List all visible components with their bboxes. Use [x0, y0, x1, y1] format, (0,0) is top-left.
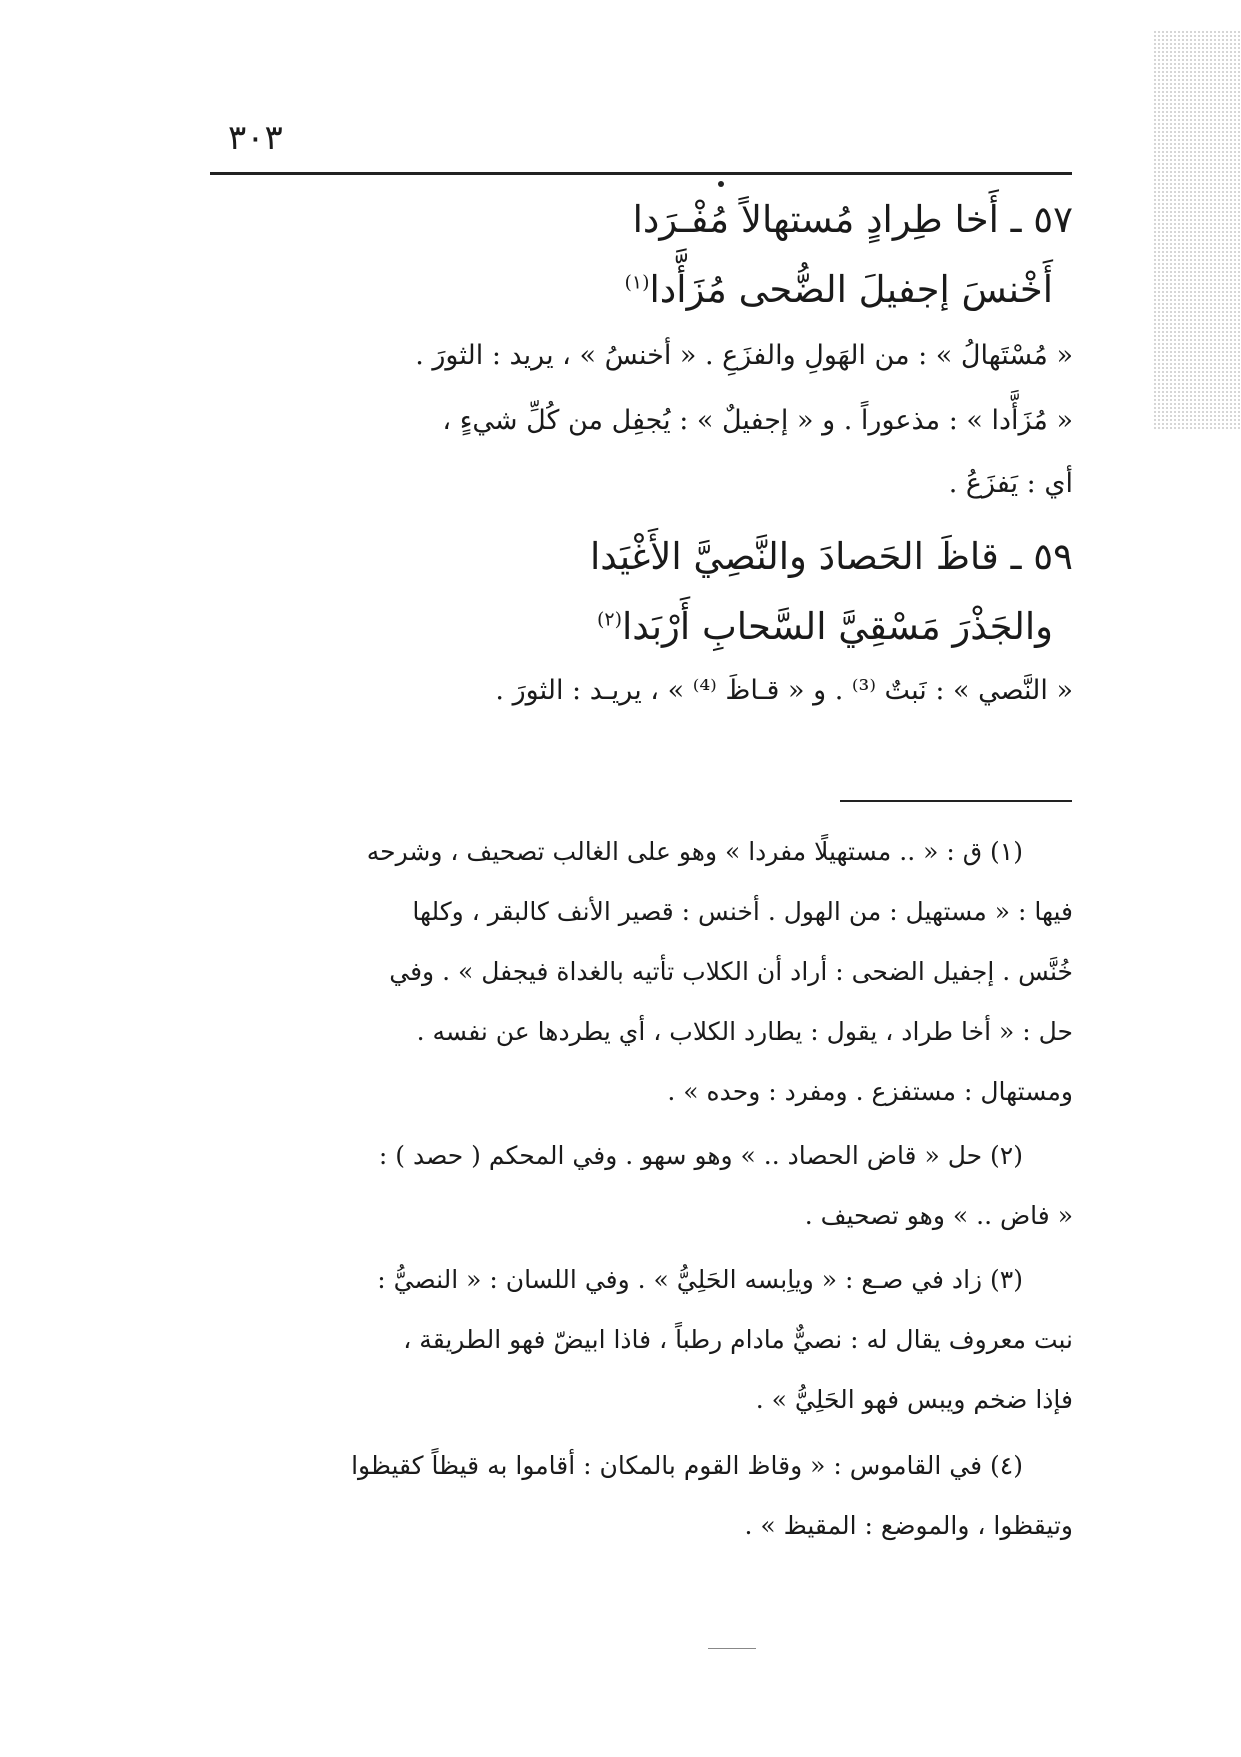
verse-57-line-1: ٥٧ ـ أَخا طِرادٍ مُستهالاً مُفْـرَدا [632, 198, 1073, 241]
footnote-2 [211, 1126, 1073, 1246]
footnote-2-line-2: « فاض .. » وهو تصحيف . [804, 1201, 1073, 1230]
header-dot [718, 181, 724, 187]
footnote-1-line-2: فيها : « مستهيل : من الهول . أخنس : قصير الأنف كالبقر ، وكلها [412, 897, 1073, 926]
footnote-1-line-5: ومستهال : مستفزع . ومفرد : وحده » . [667, 1077, 1073, 1106]
footnote-2-line-1: (٢) حل « قاض الحصاد .. » وهو سهو . وفي المحكم ( حصد ) : [378, 1141, 1023, 1170]
bottom-mark [708, 1648, 756, 1649]
footnote-ref-2: (٢) [596, 608, 623, 631]
gloss-57-line-1: « مُسْتَهالُ » : من الهَولِ والفزَعِ . « أخنسُ » ، يريد : الثورَ . [415, 340, 1073, 371]
footnote-4-line-1: (٤) في القاموس : « وقاظ القوم بالمكان : أقاموا به قيظاً كقيظوا [351, 1451, 1023, 1480]
scan-edge-shadow [1153, 30, 1241, 430]
footnote-1-line-3: خُنَّس . إجفيل الضحى : أراد أن الكلاب تأتيه بالغداة فيجفل » . وفي [389, 957, 1073, 986]
verse-57-line-2 [624, 268, 1053, 311]
footnote-separator [840, 800, 1072, 802]
page-number: ٣٠٣ [228, 118, 283, 158]
footnote-3-line-2: نبت معروف يقال له : نصيٌّ مادام رطباً ، فاذا ابيضّ فهو الطريقة ، [403, 1325, 1073, 1354]
header-rule [210, 172, 1072, 175]
gloss-59-line-1: « النَّصي » : نَبتٌ ⁽³⁾ . و « قـاظَ ⁽⁴⁾ » ، يريـد : الثورَ . [495, 675, 1073, 706]
footnote-3 [211, 1250, 1073, 1430]
footnote-4-line-2: وتيقظوا ، والموضع : المقيظ » . [744, 1511, 1073, 1540]
verse-59-line-2-text: والجَذْرَ مَسْقِيَّ السَّحابِ أَرْبَدا [622, 605, 1053, 648]
verse-59-line-1: ٥٩ ـ قاظَ الحَصادَ والنَّصِيَّ الأَغْيَدا [590, 535, 1073, 578]
footnote-ref-1: (١) [624, 271, 650, 294]
footnote-1-line-1: (١) ق : « .. مستهيلًا مفردا » وهو على الغالب تصحيف ، وشرحه [366, 837, 1023, 866]
verse-59-line-2 [597, 605, 1053, 648]
footnote-3-line-3: فإذا ضخم ويبس فهو الحَلِيُّ » . [755, 1385, 1073, 1414]
gloss-57-line-3: أي : يَفزَعُ . [948, 468, 1073, 499]
footnote-1 [211, 822, 1073, 1122]
gloss-57-line-2: « مُزَأَّدا » : مذعوراً . و « إجفيلٌ » : يُجفِل من كُلِّ شيءٍ ، [442, 405, 1073, 436]
verse-57-line-2-text: أَخْنسَ إجفيلَ الضُّحى مُزَأَّدا [649, 268, 1053, 311]
footnote-4 [211, 1436, 1073, 1556]
footnote-1-line-4: حل : « أخا طراد ، يقول : يطارد الكلاب ، أي يطردها عن نفسه . [416, 1017, 1073, 1046]
footnote-3-line-1: (٣) زاد في صـع : « وياِبسه الحَلِيُّ » . وفي اللسان : « النصيُّ : [377, 1265, 1023, 1294]
